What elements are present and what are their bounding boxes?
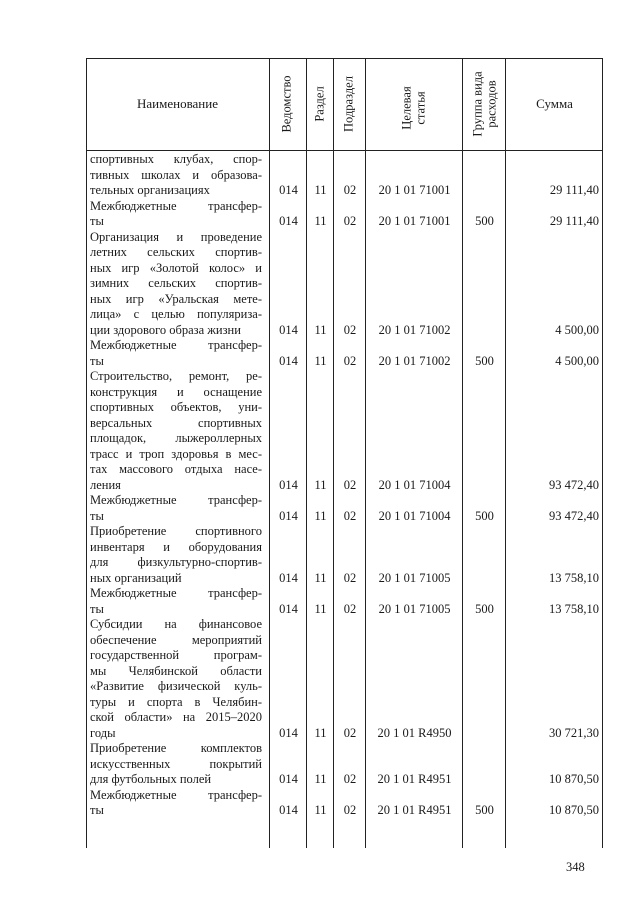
row-gruppa: 500 — [475, 803, 494, 817]
row-podrazdel: 02 — [343, 772, 357, 786]
table-top-border — [86, 58, 603, 59]
page-number: 348 — [566, 860, 585, 874]
row-name-line: обеспечение мероприятий — [90, 632, 262, 647]
row-name-line: лица» с целью популяриза- — [90, 307, 262, 321]
header-summa: Сумма — [536, 96, 573, 111]
row-podrazdel: 02 — [343, 214, 357, 228]
row-name — [90, 152, 262, 199]
header-gruppa-line1: Группа вида — [470, 71, 485, 137]
row-name — [90, 199, 262, 230]
row-name-line: зимних сельских спортив- — [90, 276, 262, 290]
table-row — [86, 788, 603, 819]
row-razdel: 11 — [314, 725, 327, 740]
row-summa: 10 870,50 — [549, 772, 599, 786]
row-name — [90, 524, 262, 586]
row-name-line: ции здорового образа жизни — [90, 322, 241, 337]
row-podrazdel: 02 — [343, 803, 357, 817]
row-razdel: 11 — [314, 601, 327, 616]
row-ved: 014 — [279, 183, 298, 197]
row-razdel: 11 — [314, 570, 327, 585]
row-name-line: искусственных покрытий — [90, 756, 262, 771]
row-gruppa: 500 — [475, 601, 494, 616]
row-ved: 014 — [279, 508, 298, 523]
row-razdel: 11 — [314, 508, 327, 523]
header-gruppa-line2: расходов — [484, 80, 499, 128]
row-name-line: мы Челябинской области — [90, 663, 262, 678]
row-name — [90, 230, 262, 339]
row-name-line: «Развитие физической куль- — [90, 679, 262, 693]
row-name-line: Межбюджетные трансфер- — [90, 198, 262, 213]
header-name: Наименование — [137, 96, 218, 111]
row-summa: 4 500,00 — [555, 322, 599, 337]
row-celevaya: 20 1 01 71002 — [378, 322, 451, 337]
row-name-line: Организация и проведение — [90, 229, 262, 244]
row-name-line: туры и спорта в Челябин- — [90, 694, 262, 709]
row-celevaya: 20 1 01 R4951 — [377, 803, 452, 817]
row-summa: 29 111,40 — [549, 214, 599, 228]
table-row — [86, 369, 603, 493]
row-summa: 10 870,50 — [549, 803, 599, 817]
row-summa: 13 758,10 — [549, 570, 599, 585]
row-summa: 30 721,30 — [549, 725, 599, 740]
row-name-line: конструкция и оснащение — [90, 384, 262, 399]
header-celevaya-line2: статья — [413, 91, 428, 125]
row-podrazdel: 02 — [343, 570, 357, 585]
row-razdel: 11 — [314, 183, 327, 197]
row-name-line: Межбюджетные трансфер- — [90, 586, 262, 600]
row-gruppa: 500 — [475, 508, 494, 523]
row-name-line: спортивных клубах, спор- — [90, 152, 262, 166]
row-name-line: Строительство, ремонт, ре- — [90, 369, 262, 383]
header-ved: Ведомство — [279, 75, 294, 133]
row-ved: 014 — [279, 477, 298, 492]
table-row — [86, 152, 603, 199]
row-ved: 014 — [279, 214, 298, 228]
row-celevaya: 20 1 01 71002 — [378, 353, 451, 368]
table-row — [86, 493, 603, 524]
row-name — [90, 493, 262, 524]
row-summa: 93 472,40 — [549, 477, 599, 492]
row-name-line: летних сельских спортив- — [90, 245, 262, 259]
row-podrazdel: 02 — [343, 477, 357, 492]
row-name — [90, 369, 262, 493]
row-name-line: Межбюджетные трансфер- — [90, 493, 262, 507]
row-podrazdel: 02 — [343, 353, 357, 368]
row-name-line: ской области» на 2015–2020 — [90, 710, 262, 724]
row-name-line: спортивных объектов, уни- — [90, 400, 262, 414]
row-celevaya: 20 1 01 71005 — [378, 570, 451, 585]
row-razdel: 11 — [314, 772, 327, 786]
row-name-line: тах массового отдыха насе- — [90, 462, 262, 476]
row-podrazdel: 02 — [343, 601, 357, 616]
row-celevaya: 20 1 01 71001 — [378, 214, 451, 228]
row-name-line: версальных спортивных — [90, 415, 262, 430]
row-name — [90, 586, 262, 617]
row-name-line: ты — [90, 214, 104, 228]
row-ved: 014 — [279, 725, 298, 740]
row-celevaya: 20 1 01 71005 — [378, 601, 451, 616]
table-row — [86, 586, 603, 617]
row-name-line: ты — [90, 353, 104, 368]
header-celevaya-line1: Целевая — [399, 86, 414, 130]
table-row — [86, 230, 603, 339]
header-podrazdel: Подраздел — [341, 76, 356, 132]
row-ved: 014 — [279, 803, 298, 817]
row-name-line: ты — [90, 803, 104, 817]
row-celevaya: 20 1 01 71004 — [378, 508, 451, 523]
row-ved: 014 — [279, 772, 298, 786]
row-ved: 014 — [279, 570, 298, 585]
row-name-line: тельных организациях — [90, 183, 210, 197]
row-name-line: Субсидии на финансовое — [90, 617, 262, 631]
row-razdel: 11 — [314, 214, 327, 228]
row-razdel: 11 — [314, 477, 327, 492]
row-name-line: ных игр «Уральская мете- — [90, 291, 262, 306]
row-name — [90, 617, 262, 741]
row-gruppa: 500 — [475, 353, 494, 368]
row-summa: 13 758,10 — [549, 601, 599, 616]
row-razdel: 11 — [314, 353, 327, 368]
row-name-line: тивных школах и образова- — [90, 167, 262, 182]
table-row — [86, 617, 603, 741]
row-celevaya: 20 1 01 71004 — [378, 477, 451, 492]
row-name-line: для футбольных полей — [90, 772, 212, 786]
row-name-line: инвентаря и оборудования — [90, 539, 262, 554]
header-razdel: Раздел — [312, 86, 327, 122]
row-name-line: площадок, лыжероллерных — [90, 431, 262, 445]
row-podrazdel: 02 — [343, 183, 357, 197]
row-name — [90, 338, 262, 369]
row-razdel: 11 — [314, 322, 327, 337]
row-name-line: ных игр «Золотой колос» и — [90, 260, 262, 275]
header-bottom-border — [86, 150, 603, 151]
row-celevaya: 20 1 01 R4951 — [377, 772, 452, 786]
row-name-line: государственной програм- — [90, 648, 262, 662]
row-name-line: трасс и троп здоровья в мес- — [90, 446, 262, 461]
row-name-line: годы — [90, 725, 116, 740]
table-row — [86, 199, 603, 230]
table-row — [86, 741, 603, 788]
row-name-line: Приобретение спортивного — [90, 524, 262, 538]
row-summa: 4 500,00 — [555, 353, 599, 368]
row-summa: 29 111,40 — [549, 183, 599, 197]
row-podrazdel: 02 — [343, 725, 357, 740]
table-row — [86, 524, 603, 586]
table-row — [86, 338, 603, 369]
row-summa: 93 472,40 — [549, 508, 599, 523]
row-name — [90, 788, 262, 819]
row-name-line: ных организаций — [90, 570, 182, 585]
row-celevaya: 20 1 01 71001 — [378, 183, 451, 197]
row-name-line: для физкультурно-спортив- — [90, 555, 262, 569]
row-podrazdel: 02 — [343, 508, 357, 523]
row-ved: 014 — [279, 601, 298, 616]
row-ved: 014 — [279, 353, 298, 368]
row-celevaya: 20 1 01 R4950 — [377, 725, 452, 740]
row-podrazdel: 02 — [343, 322, 357, 337]
row-gruppa: 500 — [475, 214, 494, 228]
row-name-line: Межбюджетные трансфер- — [90, 338, 262, 352]
row-name-line: Приобретение комплектов — [90, 741, 262, 755]
row-name — [90, 741, 262, 788]
row-name-line: ты — [90, 508, 104, 523]
row-name-line: ления — [90, 477, 121, 492]
row-ved: 014 — [279, 322, 298, 337]
row-razdel: 11 — [314, 803, 327, 817]
row-name-line: ты — [90, 601, 104, 616]
row-name-line: Межбюджетные трансфер- — [90, 787, 262, 802]
